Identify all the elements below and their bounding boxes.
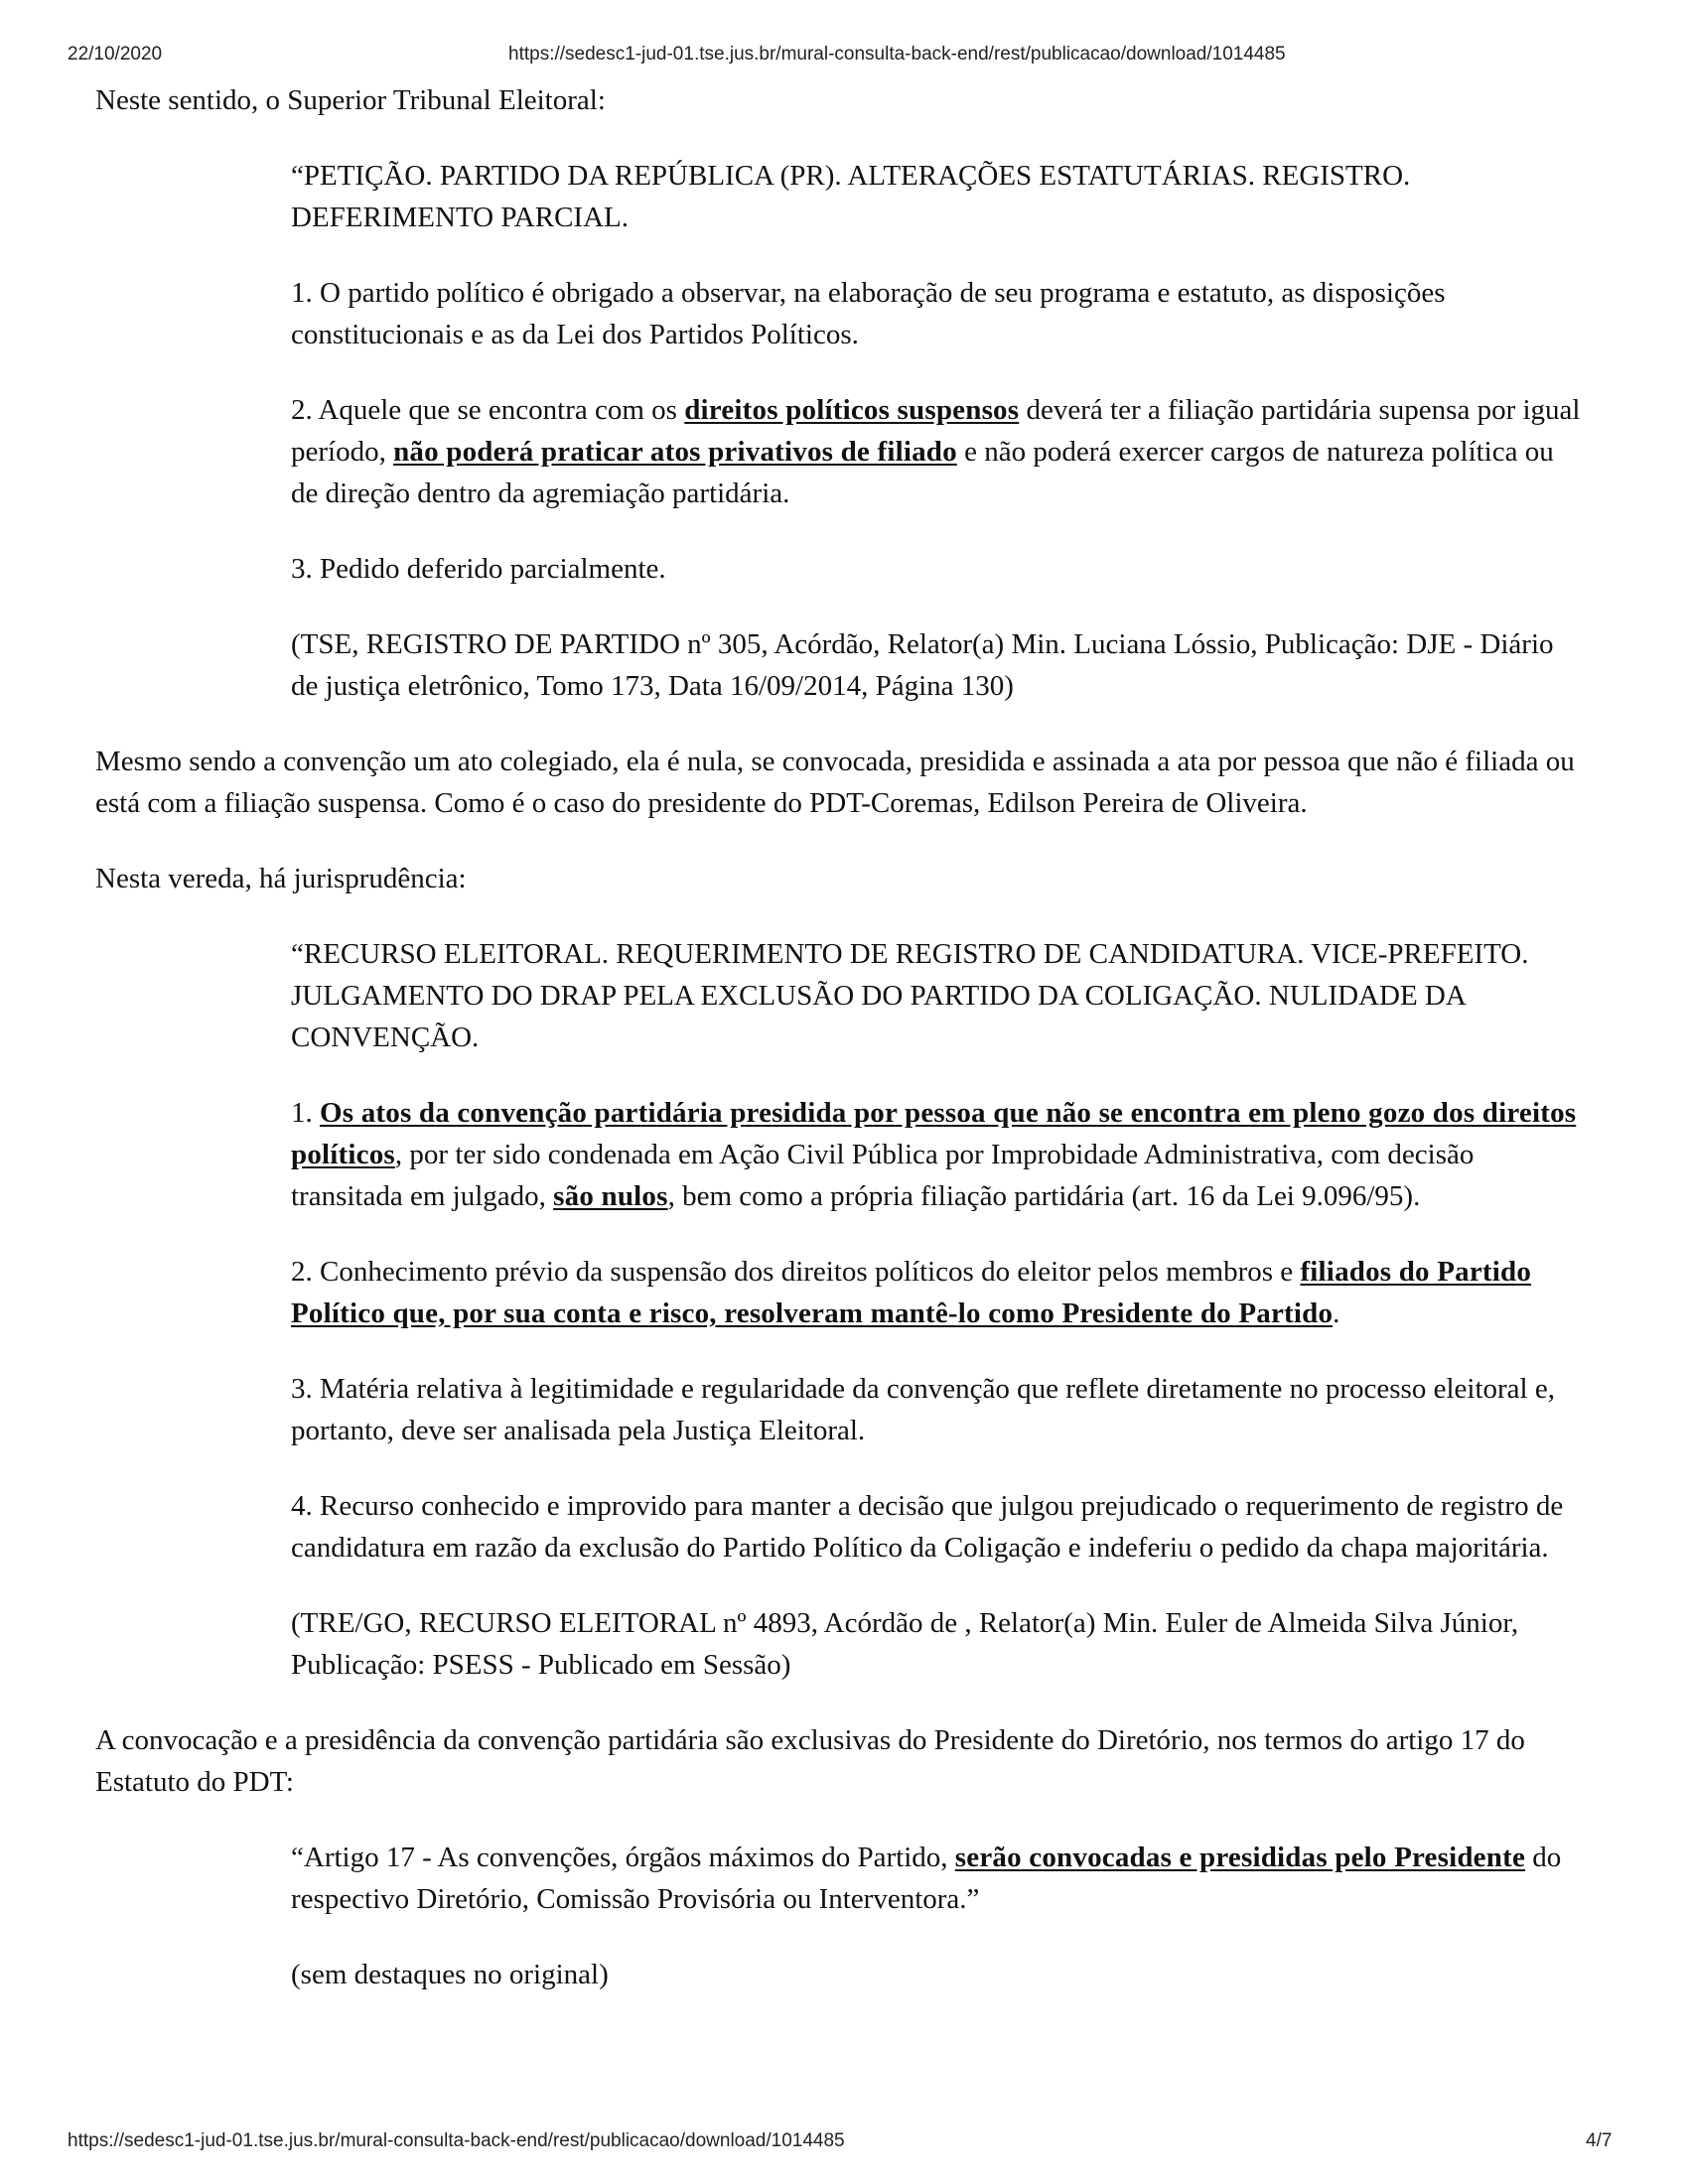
quote-tre-item-4: 4. Recurso conhecido e improvido para manter a decisão que julgou prejudicado o requerimento de registro de candidatura em razão da exclusão do Partido Político da Coligação e indeferiu o pedido da chapa majoritária. <box>291 1490 1564 1564</box>
page-number: 4/7 <box>1586 2130 1613 2151</box>
quote-tre-item-3: 3. Matéria relativa à legitimidade e regularidade da convenção que reflete diretamente no processo eleitoral e, portanto, deve ser analisada pela Justiça Eleitoral. <box>291 1373 1555 1446</box>
text-run: deverá ter a filiação partidária supensa por igual período, <box>291 394 1581 468</box>
text-run: , por ter sido condenada em Ação Civil Pública por Improbidade Administrativa, com decisão transitada em julgado, <box>291 1139 1475 1212</box>
quote-tse-item-1: 1. O partido político é obrigado a observar, na elaboração de seu programa e estatuto, as disposições constitucionais e as da Lei dos Partidos Políticos. <box>291 277 1446 350</box>
quote-tse-item-2 <box>95 389 1605 514</box>
paragraph-convencao-nula: Mesmo sendo a convenção um ato colegiado, ela é nula, se convocada, presidida e assinada a ata por pessoa que não é filiada ou está com a filiação suspensa. Como é o caso do presidente do PDT-Coremas, Edilson Pereira de Oliveira. <box>95 746 1575 819</box>
text-run: , bem como a própria filiação partidária (art. 16 da Lei 9.096/95). <box>667 1180 1421 1212</box>
quote-tre-item-1 <box>95 1092 1605 1217</box>
quote-tse-title: “PETIÇÃO. PARTIDO DA REPÚBLICA (PR). ALTERAÇÕES ESTATUTÁRIAS. REGISTRO. DEFERIMENTO PARCIAL. <box>291 160 1411 233</box>
text-run: do respectivo Diretório, Comissão Provisória ou Interventora.” <box>291 1842 1562 1915</box>
intro-jurisprudencia: Nesta vereda, há jurisprudência: <box>95 863 467 894</box>
quote-tre-title: “RECURSO ELEITORAL. REQUERIMENTO DE REGISTRO DE CANDIDATURA. VICE-PREFEITO. JULGAMENTO DO DRAP PELA EXCLUSÃO DO PARTIDO DA COLIGAÇÃO. NULIDADE DA CONVENÇÃO. <box>291 938 1529 1053</box>
quote-estatuto <box>95 1837 1605 1995</box>
quote-note: (sem destaques no original) <box>291 1959 609 1990</box>
highlight-convocadas-presididas: serão convocadas e presididas pelo Presidente <box>954 1842 1526 1873</box>
quote-tse-item-3: 3. Pedido deferido parcialmente. <box>291 553 666 585</box>
text-run: 2. Aquele que se encontra com os <box>291 394 685 426</box>
paragraph-convocacao: A convocação e a presidência da convenção partidária são exclusivas do Presidente do Diretório, nos termos do artigo 17 do Estatuto do PDT: <box>95 1724 1525 1798</box>
quote-tre <box>95 933 1605 1686</box>
quote-tre-citation: (TRE/GO, RECURSO ELEITORAL nº 4893, Acórdão de , Relator(a) Min. Euler de Almeida Silva Júnior, Publicação: PSESS - Publicado em Sessão) <box>291 1607 1519 1681</box>
quote-tre-item-2 <box>95 1251 1605 1334</box>
text-run: “Artigo 17 - As convenções, órgãos máximos do Partido, <box>291 1842 955 1873</box>
document-body <box>95 79 1605 2029</box>
print-url-header: https://sedesc1-jud-01.tse.jus.br/mural-consulta-back-end/rest/publicacao/download/1014485 <box>508 44 1286 65</box>
quote-tse <box>95 155 1605 707</box>
quote-tse-citation: (TSE, REGISTRO DE PARTIDO nº 305, Acórdão, Relator(a) Min. Luciana Lóssio, Publicação: DJE - Diário de justiça eletrônico, Tomo 173, Data 16/09/2014, Página 130) <box>291 628 1554 702</box>
highlight-direitos-suspensos: direitos políticos suspensos <box>684 394 1020 426</box>
highlight-filiados-partido: filiados do Partido Político que, por sua conta e risco, resolveram mantê-lo como Presidente do Partido <box>291 1256 1532 1329</box>
text-run: e não poderá exercer cargos de natureza política ou de direção dentro da agremiação partidária. <box>291 436 1554 509</box>
quote-artigo-17 <box>95 1837 1605 1920</box>
print-date: 22/10/2020 <box>68 44 163 65</box>
highlight-atos-privativos: não poderá praticar atos privativos de filiado <box>393 436 957 468</box>
highlight-atos-convencao: Os atos da convenção partidária presidida por pessoa que não se encontra em pleno gozo dos direitos políticos <box>291 1097 1577 1170</box>
intro-stj: Neste sentido, o Superior Tribunal Eleitoral: <box>95 84 606 116</box>
text-run: 2. Conhecimento prévio da suspensão dos direitos políticos do eleitor pelos membros e <box>291 1256 1301 1288</box>
highlight-sao-nulos: são nulos <box>553 1180 668 1212</box>
text-run: . <box>1333 1297 1340 1329</box>
print-url-footer: https://sedesc1-jud-01.tse.jus.br/mural-consulta-back-end/rest/publicacao/download/1014485 <box>68 2130 845 2151</box>
text-run: 1. <box>291 1097 320 1129</box>
